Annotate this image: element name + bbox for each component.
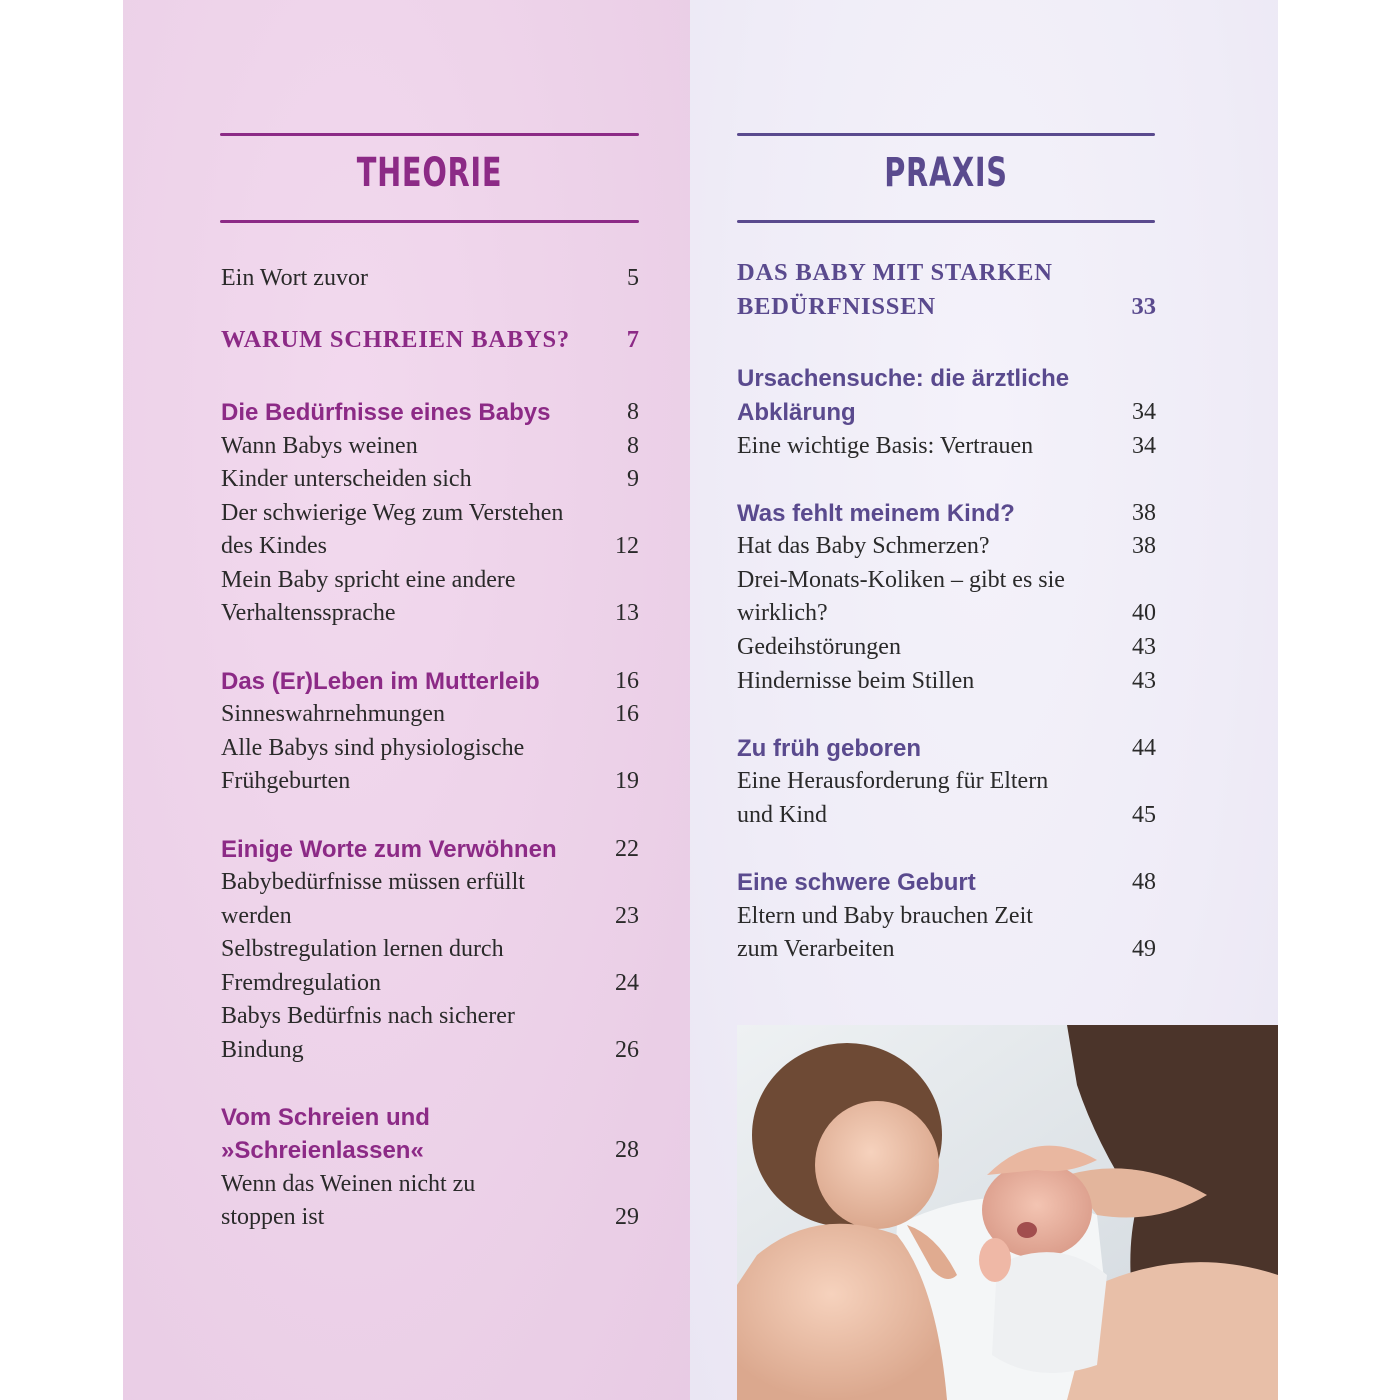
mother-child-baby-photo [737, 1025, 1278, 1400]
praxis-heading: PRAXIS [884, 150, 1008, 196]
theorie-heading: THEORIE [356, 150, 503, 196]
praxis-toc: DAS BABY MIT STARKEN BEDÜRFNISSEN 33 Ursachensuche: die ärztliche Abklärung 34 Eine wichtige Basis: Vertrauen 34 Was fehlt meinem Kind? 38 Hat das Baby Schmerzen? 38 Drei-Monats-Koliken – gibt es sie wirklich? 40 Gedeihstörungen 43 Hindernisse beim Stillen 43 Zu früh geboren 44 Eine Herausforderung für Eltern und Kind 45 Eine schwere Geburt 48 Eltern und Baby brauchen Zeit zum Verarbeiten 49 [737, 259, 1156, 962]
theorie-toc: Ein Wort zuvor 5 WARUM SCHREIEN BABYS? 7 Die Bedürfnisse eines Babys 8 Wann Babys weinen 8 Kinder unterscheiden sich 9 Der schwierige Weg zum Verstehen des Kindes 12 Mein Baby spricht eine andere Verhaltenssprache 13 Das (Er)Leben im Mutterleib 16 Sinneswahrnehmungen 16 Alle Babys sind physiologische Frühgeburten 19 Einige Worte zum Verwöhnen 22 Babybedürfnisse müssen erfüllt werden 23 Selbstregulation lernen durch Fremdregulation 24 Babys Bedürfnis nach sicherer Bindung 26 Vom Schreien und »Schreienlassen« 28 Wenn das Weinen nicht zu stoppen ist 29 [221, 265, 639, 1230]
